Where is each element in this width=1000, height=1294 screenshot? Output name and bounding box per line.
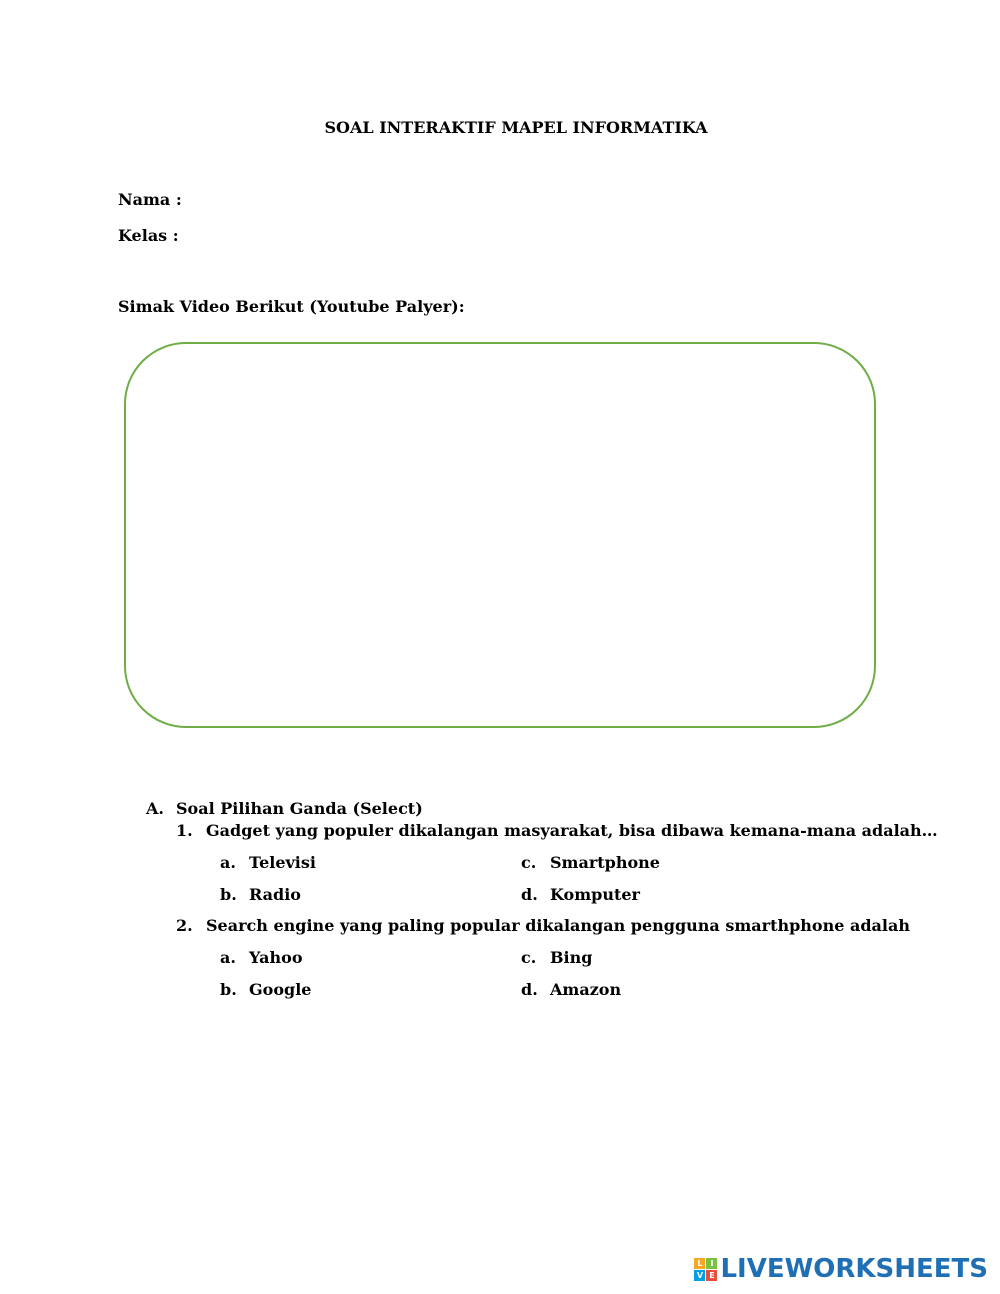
name-label: Nama : — [118, 190, 182, 209]
option-amazon[interactable]: Amazon — [550, 980, 622, 999]
logo-text: LIVEWORKSHEETS — [720, 1254, 988, 1284]
video-player-box[interactable] — [124, 342, 876, 728]
question-number: 2. — [176, 916, 193, 935]
section-letter: A. — [146, 799, 164, 818]
video-prompt: Simak Video Berikut (Youtube Palyer): — [118, 297, 465, 316]
option-letter: d. — [521, 885, 538, 904]
liveworksheets-logo — [694, 1252, 988, 1286]
option-komputer[interactable]: Komputer — [550, 885, 640, 904]
option-bing[interactable]: Bing — [550, 948, 593, 967]
option-letter: a. — [220, 948, 236, 967]
option-letter: d. — [521, 980, 538, 999]
question-text: Search engine yang paling popular dikalangan pengguna smarthphone adalah — [206, 916, 910, 935]
page-title: SOAL INTERAKTIF MAPEL INFORMATIKA — [324, 118, 708, 137]
option-radio[interactable]: Radio — [249, 885, 301, 904]
logo-mark-cell: V — [694, 1270, 705, 1281]
class-label: Kelas : — [118, 226, 179, 245]
question-text: Gadget yang populer dikalangan masyarakat, bisa dibawa kemana-mana adalah… — [206, 821, 938, 840]
option-letter: b. — [220, 980, 237, 999]
logo-mark-cell: I — [706, 1258, 717, 1269]
option-letter: c. — [521, 853, 537, 872]
option-letter: c. — [521, 948, 537, 967]
option-yahoo[interactable]: Yahoo — [249, 948, 303, 967]
logo-mark-cell: E — [706, 1270, 717, 1281]
option-letter: b. — [220, 885, 237, 904]
option-televisi[interactable]: Televisi — [249, 853, 316, 872]
section-title: Soal Pilihan Ganda (Select) — [176, 799, 423, 818]
option-google[interactable]: Google — [249, 980, 312, 999]
option-letter: a. — [220, 853, 236, 872]
question-number: 1. — [176, 821, 193, 840]
option-smartphone[interactable]: Smartphone — [550, 853, 660, 872]
logo-mark-cell: L — [694, 1258, 705, 1269]
logo-mark-icon — [694, 1258, 717, 1281]
